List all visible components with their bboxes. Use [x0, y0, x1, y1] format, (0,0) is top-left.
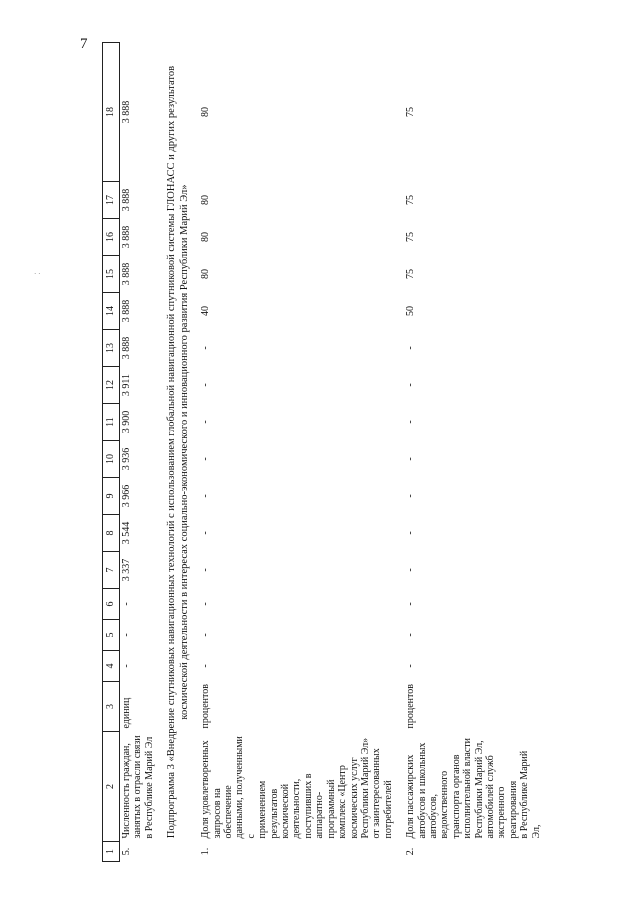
value-cell: -	[405, 346, 417, 350]
indicator-name	[199, 732, 395, 842]
value-cell: 75	[405, 269, 417, 279]
header-cell: 7	[103, 552, 120, 589]
table-row-5	[120, 43, 157, 862]
value-cell: 75	[405, 232, 417, 242]
value-cell: 50	[405, 306, 417, 316]
name-line: Республики Марий Эл»	[359, 737, 371, 839]
value-cell: -	[200, 602, 212, 606]
header-cell: 6	[103, 589, 120, 620]
subprogram-row	[156, 43, 199, 862]
value-cell: -	[405, 664, 417, 668]
name-line: автобусов,	[427, 793, 439, 839]
name-line: в Республике Марий Эл,	[519, 750, 542, 839]
header-cell: 3	[103, 682, 120, 732]
name-line: данными, полученными с	[234, 736, 257, 839]
value-cell: -	[405, 420, 417, 424]
name-line: Доля пассажирских	[405, 754, 417, 839]
value-cell: -	[405, 633, 417, 637]
header-cell: 16	[103, 219, 120, 256]
unit-cell: процентов	[405, 684, 417, 729]
value-cell: -	[405, 531, 417, 535]
name-line: космической	[280, 783, 292, 839]
value-cell: -	[405, 457, 417, 461]
unit-cell: процентов	[200, 684, 212, 729]
header-cell: 14	[103, 293, 120, 330]
value-cell: 3 888	[121, 225, 132, 249]
name-line: комплекс «Центр	[337, 765, 349, 839]
value-cell: -	[200, 457, 212, 461]
name-line: автобусов и школьных	[416, 742, 428, 839]
value-cell: -	[121, 633, 132, 637]
value-cell: 80	[200, 195, 212, 205]
value-cell: 3 888	[121, 336, 132, 360]
subprogram-title: Подпрограмма 3 «Внедрение спутниковых навигационных технологий с использованием глобальной навигационной спутниковой системы ГЛОНАСС и других результатов космической деятельности в интересах социально-экономического и инновационного развития Республики Марий Эл»	[166, 65, 190, 839]
value-cell: 3 544	[121, 521, 132, 545]
row-number: 1.	[200, 847, 212, 856]
name-line: реагирования	[507, 780, 519, 839]
scan-dust-mark: · ·	[34, 270, 41, 278]
value-cell: 80	[200, 107, 212, 117]
value-cell: 3 936	[121, 447, 132, 471]
indicators-table	[102, 42, 543, 862]
name-line: запросов на обеспечение	[211, 785, 235, 839]
header-cell: 18	[103, 43, 120, 182]
value-cell: -	[200, 664, 212, 668]
header-cell: 11	[103, 404, 120, 441]
name-line: космических услуг	[348, 757, 360, 839]
name-line: Республики Марий Эл,	[473, 740, 485, 839]
row-number: 5.	[121, 847, 132, 856]
name-line: поступивших в	[302, 773, 314, 839]
header-cell: 13	[103, 330, 120, 367]
value-cell: 3 888	[121, 188, 132, 212]
value-cell: -	[200, 346, 212, 350]
value-cell: 3 966	[121, 484, 132, 508]
value-cell: -	[200, 494, 212, 498]
name-line: автомобилей служб	[484, 755, 496, 839]
value-cell: -	[200, 420, 212, 424]
table-row-2	[395, 43, 543, 862]
name-line: исполнительной власти	[462, 738, 474, 839]
header-cell: 10	[103, 441, 120, 478]
value-cell: 80	[200, 232, 212, 242]
row-number: 2.	[405, 847, 417, 856]
table-row-1	[199, 43, 395, 862]
name-line: от заинтересованных	[371, 748, 383, 839]
indicator-name	[395, 732, 543, 842]
name-line: экстренного	[496, 786, 508, 839]
name-line: деятельности,	[291, 778, 303, 839]
value-cell: 3 900	[121, 410, 132, 434]
value-cell: -	[405, 383, 417, 387]
header-cell: 4	[103, 651, 120, 682]
value-cell: 75	[405, 195, 417, 205]
header-cell: 15	[103, 256, 120, 293]
indicator-name: Численность граждан, занятых в отрасли связи в Республике Марий Эл	[121, 735, 155, 839]
value-cell: -	[405, 568, 417, 572]
header-cell: 5	[103, 620, 120, 651]
value-cell: -	[200, 633, 212, 637]
name-line: Доля удовлетворенных	[200, 740, 212, 839]
value-cell: -	[121, 602, 132, 606]
name-line: применением результатов	[257, 780, 280, 839]
value-cell: -	[405, 602, 417, 606]
value-cell: 3 888	[121, 299, 132, 323]
value-cell: 3 911	[121, 373, 132, 397]
value-cell: -	[200, 568, 212, 572]
header-cell: 8	[103, 515, 120, 552]
header-cell: 17	[103, 182, 120, 219]
header-cell: 2	[103, 732, 120, 842]
name-line: аппаратно-программный	[314, 779, 337, 839]
header-cell: 1	[103, 842, 120, 862]
value-cell: 3 888	[121, 262, 132, 286]
value-cell: -	[200, 531, 212, 535]
header-cell: 9	[103, 478, 120, 515]
header-cell: 12	[103, 367, 120, 404]
name-line: ведомственного	[439, 770, 451, 839]
value-cell: 40	[200, 306, 212, 316]
rotated-table-area	[102, 42, 552, 862]
value-cell: -	[121, 664, 132, 668]
unit-cell: единиц	[121, 697, 132, 729]
value-cell: 3 337	[121, 558, 132, 582]
header-row	[103, 43, 120, 862]
value-cell: -	[200, 383, 212, 387]
name-line: транспорта органов	[450, 754, 462, 839]
page-number: 7	[80, 36, 88, 52]
value-cell: -	[405, 494, 417, 498]
value-cell: 3 888	[121, 100, 132, 124]
value-cell: 75	[405, 107, 417, 117]
name-line: потребителей	[382, 780, 394, 839]
value-cell: 80	[200, 269, 212, 279]
